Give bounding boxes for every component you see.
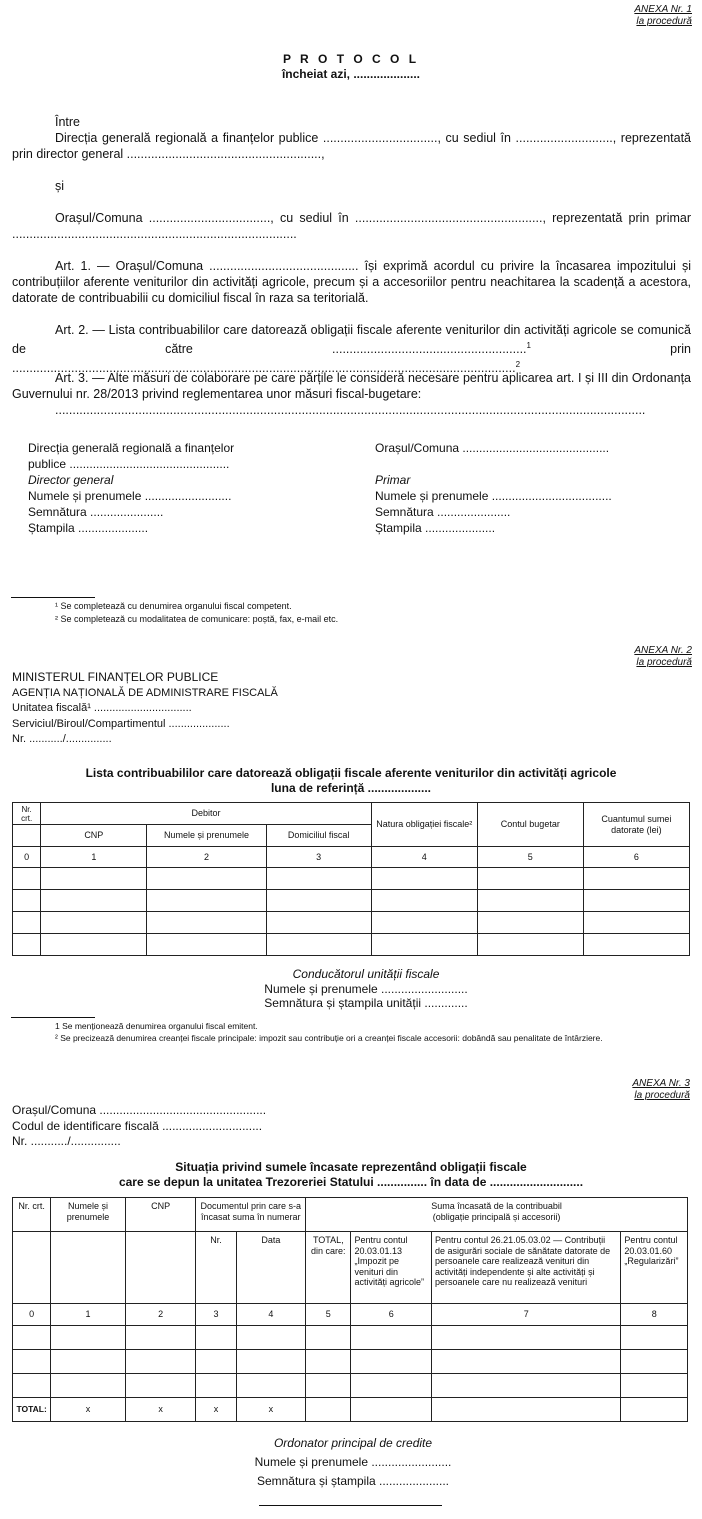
anexa-sublabel: la procedură <box>636 16 692 27</box>
signer-name: Numele și prenumele .......................... <box>264 981 468 996</box>
total-cell[interactable] <box>432 1398 621 1422</box>
col-header-doc-data: Data <box>236 1232 306 1304</box>
input-cell[interactable] <box>147 890 266 912</box>
anexa-sublabel: la procedură <box>636 657 692 668</box>
input-cell[interactable] <box>583 912 689 934</box>
anexa-label: ANEXA Nr. 1 <box>634 4 692 15</box>
input-cell[interactable] <box>432 1326 621 1350</box>
input-cell[interactable] <box>236 1326 306 1350</box>
sig-left-role: Director general <box>28 473 114 487</box>
index-cell: 8 <box>621 1304 688 1326</box>
input-cell[interactable] <box>13 868 41 890</box>
article-2 <box>12 322 691 376</box>
index-cell: 2 <box>125 1304 196 1326</box>
col-header-cont: Contul bugetar <box>477 803 583 847</box>
closing-divider <box>259 1505 442 1506</box>
input-cell[interactable] <box>13 912 41 934</box>
input-cell[interactable] <box>583 890 689 912</box>
input-cell[interactable] <box>477 890 583 912</box>
col-header-document: Documentul prin care s-a încasat suma în numerar <box>196 1198 306 1232</box>
input-cell[interactable] <box>51 1326 126 1350</box>
input-cell[interactable] <box>196 1374 236 1398</box>
index-cell: 5 <box>477 847 583 868</box>
anexa3-signer <box>2 1434 702 1491</box>
index-cell: 7 <box>432 1304 621 1326</box>
signature-block-right <box>375 440 695 536</box>
table-row <box>13 934 690 956</box>
total-row <box>13 1398 688 1422</box>
col-header-cnp: CNP <box>41 825 147 847</box>
col-header-cont1: Pentru contul 20.03.01.13 „Impozit pe venituri din activități agricole” <box>351 1232 432 1304</box>
input-cell[interactable] <box>621 1350 688 1374</box>
index-cell: 6 <box>583 847 689 868</box>
input-cell[interactable] <box>51 1350 126 1374</box>
footnote-ref-2: 2 <box>515 360 521 370</box>
input-cell[interactable] <box>13 1350 51 1374</box>
input-cell[interactable] <box>41 868 147 890</box>
input-cell[interactable] <box>13 1374 51 1398</box>
table-row <box>13 912 690 934</box>
input-cell[interactable] <box>13 890 41 912</box>
input-cell[interactable] <box>41 912 147 934</box>
sig-right-role: Primar <box>375 473 411 487</box>
sig-right-signature: Semnătura ...................... <box>375 505 511 519</box>
sig-left-institution-cont: publice ................................................ <box>28 457 230 471</box>
footnote-1: ¹ Se completează cu denumirea organului fiscal competent. <box>55 601 292 611</box>
input-cell[interactable] <box>147 868 266 890</box>
anexa2-title-block <box>0 766 702 796</box>
input-cell[interactable] <box>125 1350 196 1374</box>
number-field: Nr. .........../............... <box>12 733 112 745</box>
protocol-title: P R O T O C O L <box>282 52 420 66</box>
signature-block-left <box>28 440 348 536</box>
party1-paragraph: Direcția generală regională a finanțelor publice ................................., cu sediul în ............................, reprezentată prin director general ........................................................, <box>12 131 691 161</box>
col-header-natura: Natura obligației fiscale² <box>371 803 477 847</box>
anexa3-tag <box>632 1078 690 1102</box>
article-3-dots: .......................................................................................................................................................................... <box>55 403 646 417</box>
input-cell[interactable] <box>13 934 41 956</box>
anexa2-footnotes <box>55 1020 603 1044</box>
footnote-ref-1: 1 <box>526 341 531 350</box>
index-cell: 5 <box>306 1304 351 1326</box>
anexa3-title-block <box>0 1160 702 1190</box>
number-field: Nr. .........../............... <box>12 1134 121 1148</box>
sig-right-name: Numele și prenumele .................................... <box>375 489 612 503</box>
index-cell: 0 <box>13 1304 51 1326</box>
input-cell[interactable] <box>583 934 689 956</box>
anexa-sublabel: la procedură <box>634 1090 690 1101</box>
index-row <box>13 847 690 868</box>
index-cell: 3 <box>266 847 371 868</box>
article-1: Art. 1. — Orașul/Comuna ........................................... își exprimă acordul cu privire la încasarea impozitului și contribuțiilor aferente veniturilor din activități agricole, precum și a accesoriilor pentru neachitarea la scadență a acestora, datorate de contribuabilii cu domiciliul fiscal în raza sa teritorială. <box>12 259 691 305</box>
total-label: TOTAL: <box>13 1398 51 1422</box>
input-cell[interactable] <box>351 1350 432 1374</box>
input-cell[interactable] <box>477 868 583 890</box>
input-cell[interactable] <box>125 1326 196 1350</box>
total-cell[interactable] <box>621 1398 688 1422</box>
col-header-cuantum: Cuantumul sumei datorate (lei) <box>583 803 689 847</box>
input-cell[interactable] <box>583 868 689 890</box>
input-cell[interactable] <box>147 934 266 956</box>
index-cell: 1 <box>41 847 147 868</box>
signer-signature: Semnătura și ștampila ..................... <box>256 1474 450 1488</box>
signer-role: Conducătorul unității fiscale <box>292 967 440 981</box>
input-cell[interactable] <box>266 890 371 912</box>
anexa-label: ANEXA Nr. 3 <box>632 1078 690 1089</box>
input-cell[interactable] <box>371 912 477 934</box>
signer-name: Numele și prenumele ........................ <box>254 1455 452 1469</box>
index-cell: 6 <box>351 1304 432 1326</box>
footnote-2: ² Se completează cu modalitatea de comunicare: poștă, fax, e-mail etc. <box>55 614 339 624</box>
input-cell[interactable] <box>432 1350 621 1374</box>
fiscal-unit-field: Unitatea fiscală¹ ................................ <box>12 702 192 714</box>
anexa2-title: Lista contribuabililor care datorează obligații fiscale aferente veniturilor din activități agricole <box>85 766 617 780</box>
sig-right-stamp: Ștampila ..................... <box>375 521 496 535</box>
input-cell[interactable] <box>477 934 583 956</box>
input-cell[interactable] <box>477 912 583 934</box>
input-cell[interactable] <box>196 1350 236 1374</box>
total-cell-na: x <box>125 1398 196 1422</box>
city-field: Orașul/Comuna .................................................. <box>12 1103 267 1117</box>
col-header-nume: Numele și prenumele <box>147 825 266 847</box>
sig-right-institution: Orașul/Comuna ............................................ <box>375 441 610 455</box>
anexa3-header <box>12 1103 266 1150</box>
input-cell[interactable] <box>351 1374 432 1398</box>
input-cell[interactable] <box>266 934 371 956</box>
index-cell: 1 <box>51 1304 126 1326</box>
anexa1-footnotes <box>55 600 338 626</box>
table-row <box>13 890 690 912</box>
anexa1-tag <box>634 4 692 28</box>
index-row <box>13 1304 688 1326</box>
col-header-total: TOTAL, din care: <box>306 1232 351 1304</box>
intro-text: Între <box>55 115 81 129</box>
col-header-suma-sub: (obligație principală și accesorii) <box>432 1211 561 1222</box>
table-row <box>13 1326 688 1350</box>
sig-left-name: Numele și prenumele .......................... <box>28 489 232 503</box>
sig-left-stamp: Ștampila ..................... <box>28 521 149 535</box>
taxpayer-list-table <box>12 802 690 956</box>
article-2-text: Art. 2. — Lista contribuabililor care datorează obligații fiscale aferente veniturilor din activități agricole se comunică de către ........................................................ <box>12 323 691 357</box>
index-cell: 2 <box>147 847 266 868</box>
table-row <box>13 1374 688 1398</box>
input-cell[interactable] <box>41 934 147 956</box>
col-header-cont3: Pentru contul 20.03.01.60 „Regularizări” <box>621 1232 688 1304</box>
input-cell[interactable] <box>306 1350 351 1374</box>
input-cell[interactable] <box>371 890 477 912</box>
input-cell[interactable] <box>236 1350 306 1374</box>
empty-cell <box>13 825 41 847</box>
col-header-cnp: CNP <box>125 1198 196 1232</box>
input-cell[interactable] <box>432 1374 621 1398</box>
table-row <box>13 868 690 890</box>
total-cell-na: x <box>236 1398 306 1422</box>
empty-cell <box>13 1232 51 1304</box>
footnote-2: ² Se precizează denumirea creanței fiscale principale: impozit sau contribuție ori a creanței fiscale accesorii: dobândă sau penalitate de întârziere. <box>55 1033 603 1043</box>
anexa2-signer <box>15 967 702 1011</box>
col-header-debitor: Debitor <box>41 803 371 825</box>
input-cell[interactable] <box>125 1374 196 1398</box>
sig-left-signature: Semnătura ...................... <box>28 505 164 519</box>
index-cell: 4 <box>236 1304 306 1326</box>
article-2-text-cont: prin ................................................................................................................................................. <box>12 342 691 376</box>
input-cell[interactable] <box>266 912 371 934</box>
anexa2-subtitle: luna de referință ................... <box>270 781 432 795</box>
index-cell: 3 <box>196 1304 236 1326</box>
input-cell[interactable] <box>371 868 477 890</box>
total-cell-na: x <box>196 1398 236 1422</box>
anexa-label: ANEXA Nr. 2 <box>634 645 692 656</box>
collected-amounts-table <box>12 1197 688 1422</box>
protocol-subtitle: încheiat azi, .................... <box>281 67 421 81</box>
anexa2-header <box>12 670 278 748</box>
col-header-domiciliu: Domiciliul fiscal <box>266 825 371 847</box>
signer-signature: Semnătura și ștampila unității ............. <box>264 996 468 1010</box>
footnote-divider <box>11 597 95 598</box>
table-row <box>13 1350 688 1374</box>
index-cell: 4 <box>371 847 477 868</box>
input-cell[interactable] <box>51 1374 126 1398</box>
input-cell[interactable] <box>306 1374 351 1398</box>
col-header-nr: Nr. crt. <box>13 1198 51 1232</box>
input-cell[interactable] <box>371 934 477 956</box>
empty-cell <box>125 1232 196 1304</box>
input-cell[interactable] <box>266 868 371 890</box>
anexa2-tag <box>634 645 692 669</box>
protocol-title-block <box>0 52 702 82</box>
total-cell[interactable] <box>351 1398 432 1422</box>
col-header-suma-title: Suma încasată de la contribuabil <box>431 1201 562 1211</box>
signer-role: Ordonator principal de credite <box>273 1436 433 1450</box>
input-cell[interactable] <box>236 1374 306 1398</box>
col-header-nr: Nr. crt. <box>13 803 41 825</box>
anexa3-title: Situația privind sumele încasate reprezentând obligații fiscale <box>175 1160 527 1174</box>
total-cell-na: x <box>51 1398 126 1422</box>
department-field: Serviciul/Biroul/Compartimentul .................... <box>12 717 230 730</box>
col-header-doc-nr: Nr. <box>196 1232 236 1304</box>
col-header-cont2: Pentru contul 26.21.05.03.02 — Contribuții de asigurări sociale de sănătate datorate de persoanele care realizează venituri din activități independente și alte activități și persoanele care nu realizează venituri <box>432 1232 621 1304</box>
fiscal-code-field: Codul de identificare fiscală .............................. <box>12 1118 263 1133</box>
agency-name: AGENȚIA NAȚIONALĂ DE ADMINISTRARE FISCALĂ <box>12 686 278 699</box>
col-header-nume: Numele și prenumele <box>51 1198 126 1232</box>
total-cell[interactable] <box>306 1398 351 1422</box>
sig-left-institution: Direcția generală regională a finanțelor <box>28 441 235 455</box>
input-cell[interactable] <box>147 912 266 934</box>
input-cell[interactable] <box>621 1326 688 1350</box>
input-cell[interactable] <box>13 1326 51 1350</box>
input-cell[interactable] <box>621 1374 688 1398</box>
input-cell[interactable] <box>196 1326 236 1350</box>
article-3: Art. 3. — Alte măsuri de colaborare pe care părțile le consideră necesare pentru aplicarea art. I și III din Ordonanța Guvernului nr. 28/2013 privind reglementarea unor măsuri fiscal-bugetare: <box>12 371 691 401</box>
party2-paragraph: Orașul/Comuna ..................................., cu sediul în ......................................................, reprezentată prin primar .................................................................................. <box>12 211 691 241</box>
input-cell[interactable] <box>351 1326 432 1350</box>
index-cell: 0 <box>13 847 41 868</box>
col-header-suma <box>306 1198 688 1232</box>
ministry-name: MINISTERUL FINANȚELOR PUBLICE <box>12 670 219 684</box>
empty-cell <box>51 1232 126 1304</box>
and-text: și <box>55 179 65 193</box>
anexa3-subtitle: care se depun la unitatea Trezoreriei Statului ............... în data de ............................ <box>118 1175 584 1189</box>
input-cell[interactable] <box>41 890 147 912</box>
footnote-divider <box>11 1017 95 1018</box>
input-cell[interactable] <box>306 1326 351 1350</box>
footnote-1: 1 Se menționează denumirea organului fiscal emitent. <box>55 1021 258 1031</box>
